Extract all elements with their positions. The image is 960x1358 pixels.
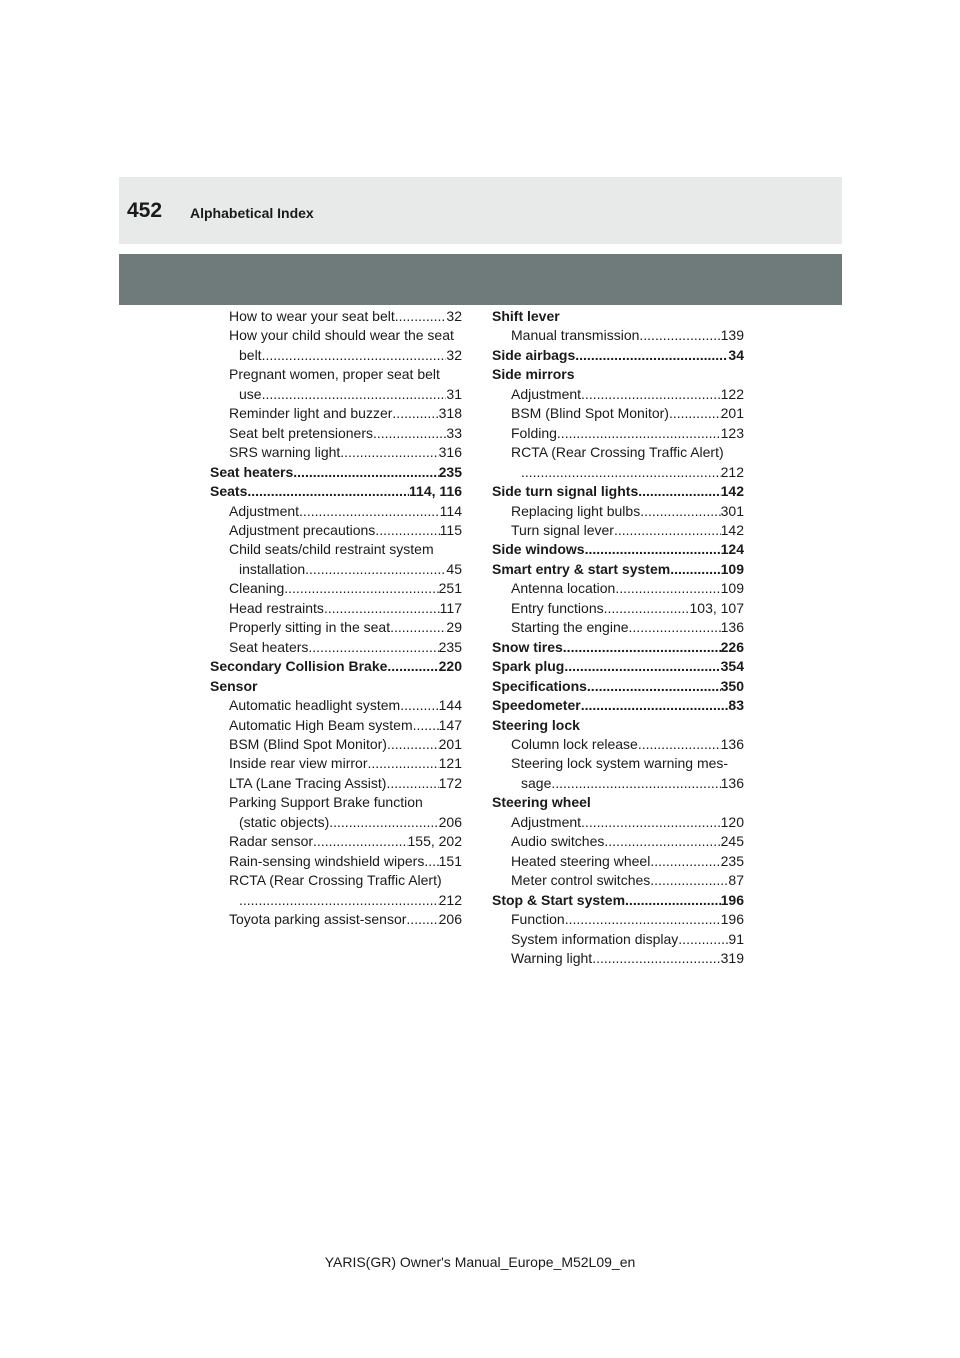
index-subentry (492, 404, 744, 423)
index-entry (492, 560, 744, 579)
entry-label: Entry functions (511, 599, 604, 616)
entry-label: SRS warning light (229, 444, 341, 461)
dot-leader (670, 560, 720, 579)
entry-label: Side windows (492, 541, 585, 558)
dot-leader (551, 774, 720, 793)
entry-label: Column lock release (511, 735, 638, 752)
page-reference: 220 (438, 658, 462, 675)
page-reference: 144 (438, 697, 462, 714)
entry-label: Head restraints (229, 599, 324, 616)
dot-leader (413, 716, 439, 735)
page-reference: 87 (728, 872, 744, 889)
index-subentry (492, 754, 744, 793)
entry-label: How to wear your seat belt (229, 308, 395, 324)
entry-label: How your child should wear the seat (229, 327, 454, 344)
dot-leader (340, 443, 438, 462)
entry-label: Side mirrors (492, 366, 575, 383)
page-reference: 103, 107 (689, 599, 744, 616)
page-reference: 109 (720, 580, 744, 597)
page-reference: 33 (446, 424, 462, 441)
index-subentry (210, 910, 462, 929)
dot-leader (557, 424, 721, 443)
index-subentry (210, 696, 462, 715)
entry-label: (static objects) (239, 813, 330, 830)
page-reference: 172 (438, 774, 462, 791)
dot-leader (308, 638, 438, 657)
entry-label: Side turn signal lights (492, 483, 639, 500)
dot-leader (313, 832, 407, 851)
dot-leader (565, 910, 721, 929)
page-reference: 142 (720, 521, 744, 538)
entry-label: Adjustment precautions (229, 521, 376, 538)
page-number: 452 (127, 199, 163, 222)
page-reference: 196 (720, 911, 744, 928)
page-reference: 136 (720, 774, 744, 791)
index-subentry (492, 521, 744, 540)
index-subentry (210, 365, 462, 404)
index-subentry (492, 579, 744, 598)
page-reference: 354 (720, 658, 744, 675)
index-subentry (210, 579, 462, 598)
page-reference: 318 (438, 405, 462, 422)
page-reference: 201 (720, 405, 744, 422)
dot-leader (293, 463, 438, 482)
index-subentry (492, 618, 744, 637)
entry-label: Warning light (511, 949, 593, 966)
page-reference: 350 (720, 677, 744, 694)
index-entry (210, 463, 462, 482)
dot-leader (638, 482, 720, 501)
entry-label: Steering wheel (492, 794, 591, 811)
entry-label: System information display (511, 930, 679, 947)
dot-leader (406, 910, 438, 929)
page-reference: 316 (438, 444, 462, 461)
dot-leader (375, 521, 439, 540)
dot-leader (390, 618, 446, 637)
page-reference: 206 (438, 911, 462, 928)
page-reference: 34 (728, 346, 744, 363)
page-reference: 251 (438, 580, 462, 597)
index-entry (492, 793, 744, 812)
index-subentry (492, 326, 744, 345)
dot-leader (587, 677, 721, 696)
entry-label: Rain-sensing windshield wipers (229, 852, 425, 869)
entry-label: Heated steering wheel (511, 852, 651, 869)
entry-label: Seats (210, 483, 248, 500)
index-subentry (210, 852, 462, 871)
index-entry (210, 677, 462, 696)
page-reference: 120 (720, 813, 744, 830)
index-subentry (210, 793, 462, 832)
dot-leader (640, 502, 720, 521)
dot-leader (639, 326, 720, 345)
entry-label: Reminder light and buzzer (229, 405, 393, 422)
dot-leader (581, 813, 721, 832)
page-reference: 83 (728, 697, 744, 714)
page-reference: 122 (720, 385, 744, 402)
page-reference: 114, 116 (409, 483, 462, 500)
dot-leader (585, 540, 721, 559)
entry-label: Properly sitting in the seat (229, 619, 391, 636)
entry-label: Secondary Collision Brake (210, 658, 388, 675)
page-reference: 155, 202 (407, 833, 462, 850)
index-subentry (492, 949, 744, 968)
entry-label: Seat heaters (210, 463, 294, 480)
page-reference: 123 (720, 424, 744, 441)
page-reference: 91 (728, 930, 744, 947)
index-subentry (492, 385, 744, 404)
entry-label: Radar sensor (229, 833, 314, 850)
dot-leader (563, 638, 721, 657)
page-reference: 201 (438, 735, 462, 752)
index-subentry (492, 735, 744, 754)
page-reference: 45 (446, 560, 462, 577)
entry-label: Side airbags (492, 346, 576, 363)
dot-leader (614, 521, 721, 540)
dot-leader (239, 891, 439, 910)
entry-label: Starting the engine (511, 619, 629, 636)
entry-label: Meter control switches (511, 872, 651, 889)
entry-label: Replacing light bulbs (511, 502, 641, 519)
dot-leader (324, 599, 440, 618)
index-entry (210, 657, 462, 676)
page-reference: 301 (720, 502, 744, 519)
dot-leader (581, 385, 721, 404)
dot-leader (262, 385, 447, 404)
dot-leader (629, 618, 721, 637)
dot-leader (299, 502, 440, 521)
dot-leader (615, 579, 720, 598)
index-subentry (210, 716, 462, 735)
entry-label: Function (511, 911, 565, 928)
dot-leader (638, 735, 721, 754)
index-subentry (210, 832, 462, 851)
index-subentry (210, 871, 462, 910)
entry-label: Specifications (492, 677, 587, 694)
dot-leader (400, 696, 438, 715)
entry-label: Folding (511, 424, 557, 441)
index-subentry (210, 618, 462, 637)
page-reference: 245 (720, 833, 744, 850)
page-reference: 117 (439, 599, 462, 616)
index-subentry (492, 871, 744, 890)
page-reference: 226 (720, 638, 744, 655)
page-reference: 136 (720, 619, 744, 636)
dot-leader (367, 754, 438, 773)
entry-label: Inside rear view mirror (229, 755, 368, 772)
index-subentry (492, 930, 744, 949)
page-reference: 121 (438, 755, 462, 772)
entry-label: Stop & Start system (492, 891, 626, 908)
entry-label: Adjustment (511, 813, 582, 830)
entry-label: Antenna location (511, 580, 616, 597)
entry-label: Automatic headlight system (229, 697, 401, 714)
index-column-right (492, 307, 744, 968)
footer-text: YARIS(GR) Owner's Manual_Europe_M52L09_en (324, 1254, 636, 1270)
dot-leader (373, 424, 446, 443)
page-reference: 114 (439, 502, 462, 519)
entry-label: Sensor (210, 677, 258, 694)
index-subentry (210, 540, 462, 579)
dot-leader (581, 696, 729, 715)
page-reference: 235 (438, 638, 462, 655)
index-subentry (210, 307, 462, 326)
entry-label: Speedometer (492, 697, 581, 714)
index-subentry (210, 735, 462, 754)
page-reference: 206 (438, 813, 462, 830)
page-reference: 212 (438, 891, 462, 908)
index-entry (492, 482, 744, 501)
entry-label: installation (239, 560, 306, 577)
entry-label: Adjustment (229, 502, 300, 519)
entry-label: Toyota parking assist-sensor (229, 911, 407, 928)
entry-label: sage (521, 774, 552, 791)
entry-label: Seat belt pretensioners (229, 424, 373, 441)
entry-label: Adjustment (511, 385, 582, 402)
dot-leader (392, 404, 438, 423)
index-subentry (210, 443, 462, 462)
index-subentry (492, 502, 744, 521)
index-entry (492, 540, 744, 559)
page-reference: 142 (720, 483, 744, 500)
entry-label: use (239, 385, 262, 402)
page-reference: 235 (720, 852, 744, 869)
dot-leader (262, 346, 447, 365)
dot-leader (625, 891, 721, 910)
page-reference: 212 (720, 463, 744, 480)
entry-label: Cleaning (229, 580, 285, 597)
index-subentry (492, 852, 744, 871)
entry-label: Child seats/child restraint system (229, 541, 434, 558)
entry-label: Seat heaters (229, 638, 309, 655)
dot-leader (424, 852, 438, 871)
index-entry (210, 482, 462, 501)
entry-label: RCTA (Rear Crossing Traffic Alert) (511, 444, 724, 461)
index-entry (492, 638, 744, 657)
page-reference: 109 (720, 560, 744, 577)
page-reference: 319 (720, 949, 744, 966)
entry-label: Pregnant women, proper seat belt (229, 366, 440, 383)
dot-leader (650, 871, 728, 890)
index-column-left (210, 307, 462, 930)
index-subentry (492, 813, 744, 832)
entry-label: Turn signal lever (511, 521, 614, 538)
dot-leader (386, 774, 438, 793)
index-subentry (210, 599, 462, 618)
page-reference: 31 (446, 385, 462, 402)
section-title: Alphabetical Index (190, 205, 314, 221)
page-reference: 139 (720, 327, 744, 344)
index-subentry (210, 326, 462, 365)
index-entry (492, 307, 744, 326)
dot-leader (564, 657, 720, 676)
dot-leader (305, 560, 446, 579)
dot-leader (387, 735, 439, 754)
index-entry (492, 716, 744, 735)
entry-label: Parking Support Brake function (229, 794, 423, 811)
dot-leader (650, 852, 720, 871)
page-reference: 115 (439, 521, 462, 538)
dot-leader (678, 930, 728, 949)
entry-label: BSM (Blind Spot Monitor) (229, 735, 387, 752)
dot-leader (669, 404, 721, 423)
page-reference: 32 (446, 308, 462, 324)
page-reference: 29 (446, 619, 462, 636)
dot-leader (284, 579, 438, 598)
entry-label: belt (239, 346, 262, 363)
index-subentry (210, 404, 462, 423)
entry-label: Steering lock system warning mes- (511, 755, 729, 772)
index-entry (492, 346, 744, 365)
entry-label: RCTA (Rear Crossing Traffic Alert) (229, 872, 442, 889)
entry-label: Smart entry & start system (492, 560, 671, 577)
index-subentry (210, 774, 462, 793)
index-entry (492, 696, 744, 715)
dot-leader (387, 657, 438, 676)
entry-label: Shift lever (492, 308, 560, 324)
entry-label: LTA (Lane Tracing Assist) (229, 774, 387, 791)
index-subentry (492, 599, 744, 618)
dot-leader (592, 949, 720, 968)
index-subentry (210, 638, 462, 657)
dot-leader (395, 307, 447, 326)
index-entry (492, 891, 744, 910)
page-reference: 151 (438, 852, 462, 869)
dot-leader (575, 346, 728, 365)
index-subentry (210, 754, 462, 773)
dot-leader (604, 599, 690, 618)
index-entry (492, 365, 744, 384)
index-subentry (210, 424, 462, 443)
dot-leader (247, 482, 409, 501)
page-reference: 136 (720, 735, 744, 752)
entry-label: Manual transmission (511, 327, 640, 344)
index-entry (492, 657, 744, 676)
dot-leader (604, 832, 720, 851)
entry-label: Snow tires (492, 638, 563, 655)
index-subentry (210, 502, 462, 521)
entry-label: Spark plug (492, 658, 565, 675)
index-subentry (492, 424, 744, 443)
index-entry (492, 677, 744, 696)
page-reference: 32 (446, 346, 462, 363)
index-subentry (492, 832, 744, 851)
page-reference: 124 (720, 541, 744, 558)
dot-leader (521, 463, 721, 482)
page-reference: 147 (438, 716, 462, 733)
page-reference: 196 (720, 891, 744, 908)
dot-leader (329, 813, 438, 832)
page-reference: 235 (438, 463, 462, 480)
entry-label: Audio switches (511, 833, 605, 850)
index-subentry (492, 443, 744, 482)
section-color-band (119, 254, 842, 305)
entry-label: Automatic High Beam system (229, 716, 413, 733)
index-subentry (210, 521, 462, 540)
entry-label: Steering lock (492, 716, 580, 733)
index-subentry (492, 910, 744, 929)
entry-label: BSM (Blind Spot Monitor) (511, 405, 669, 422)
